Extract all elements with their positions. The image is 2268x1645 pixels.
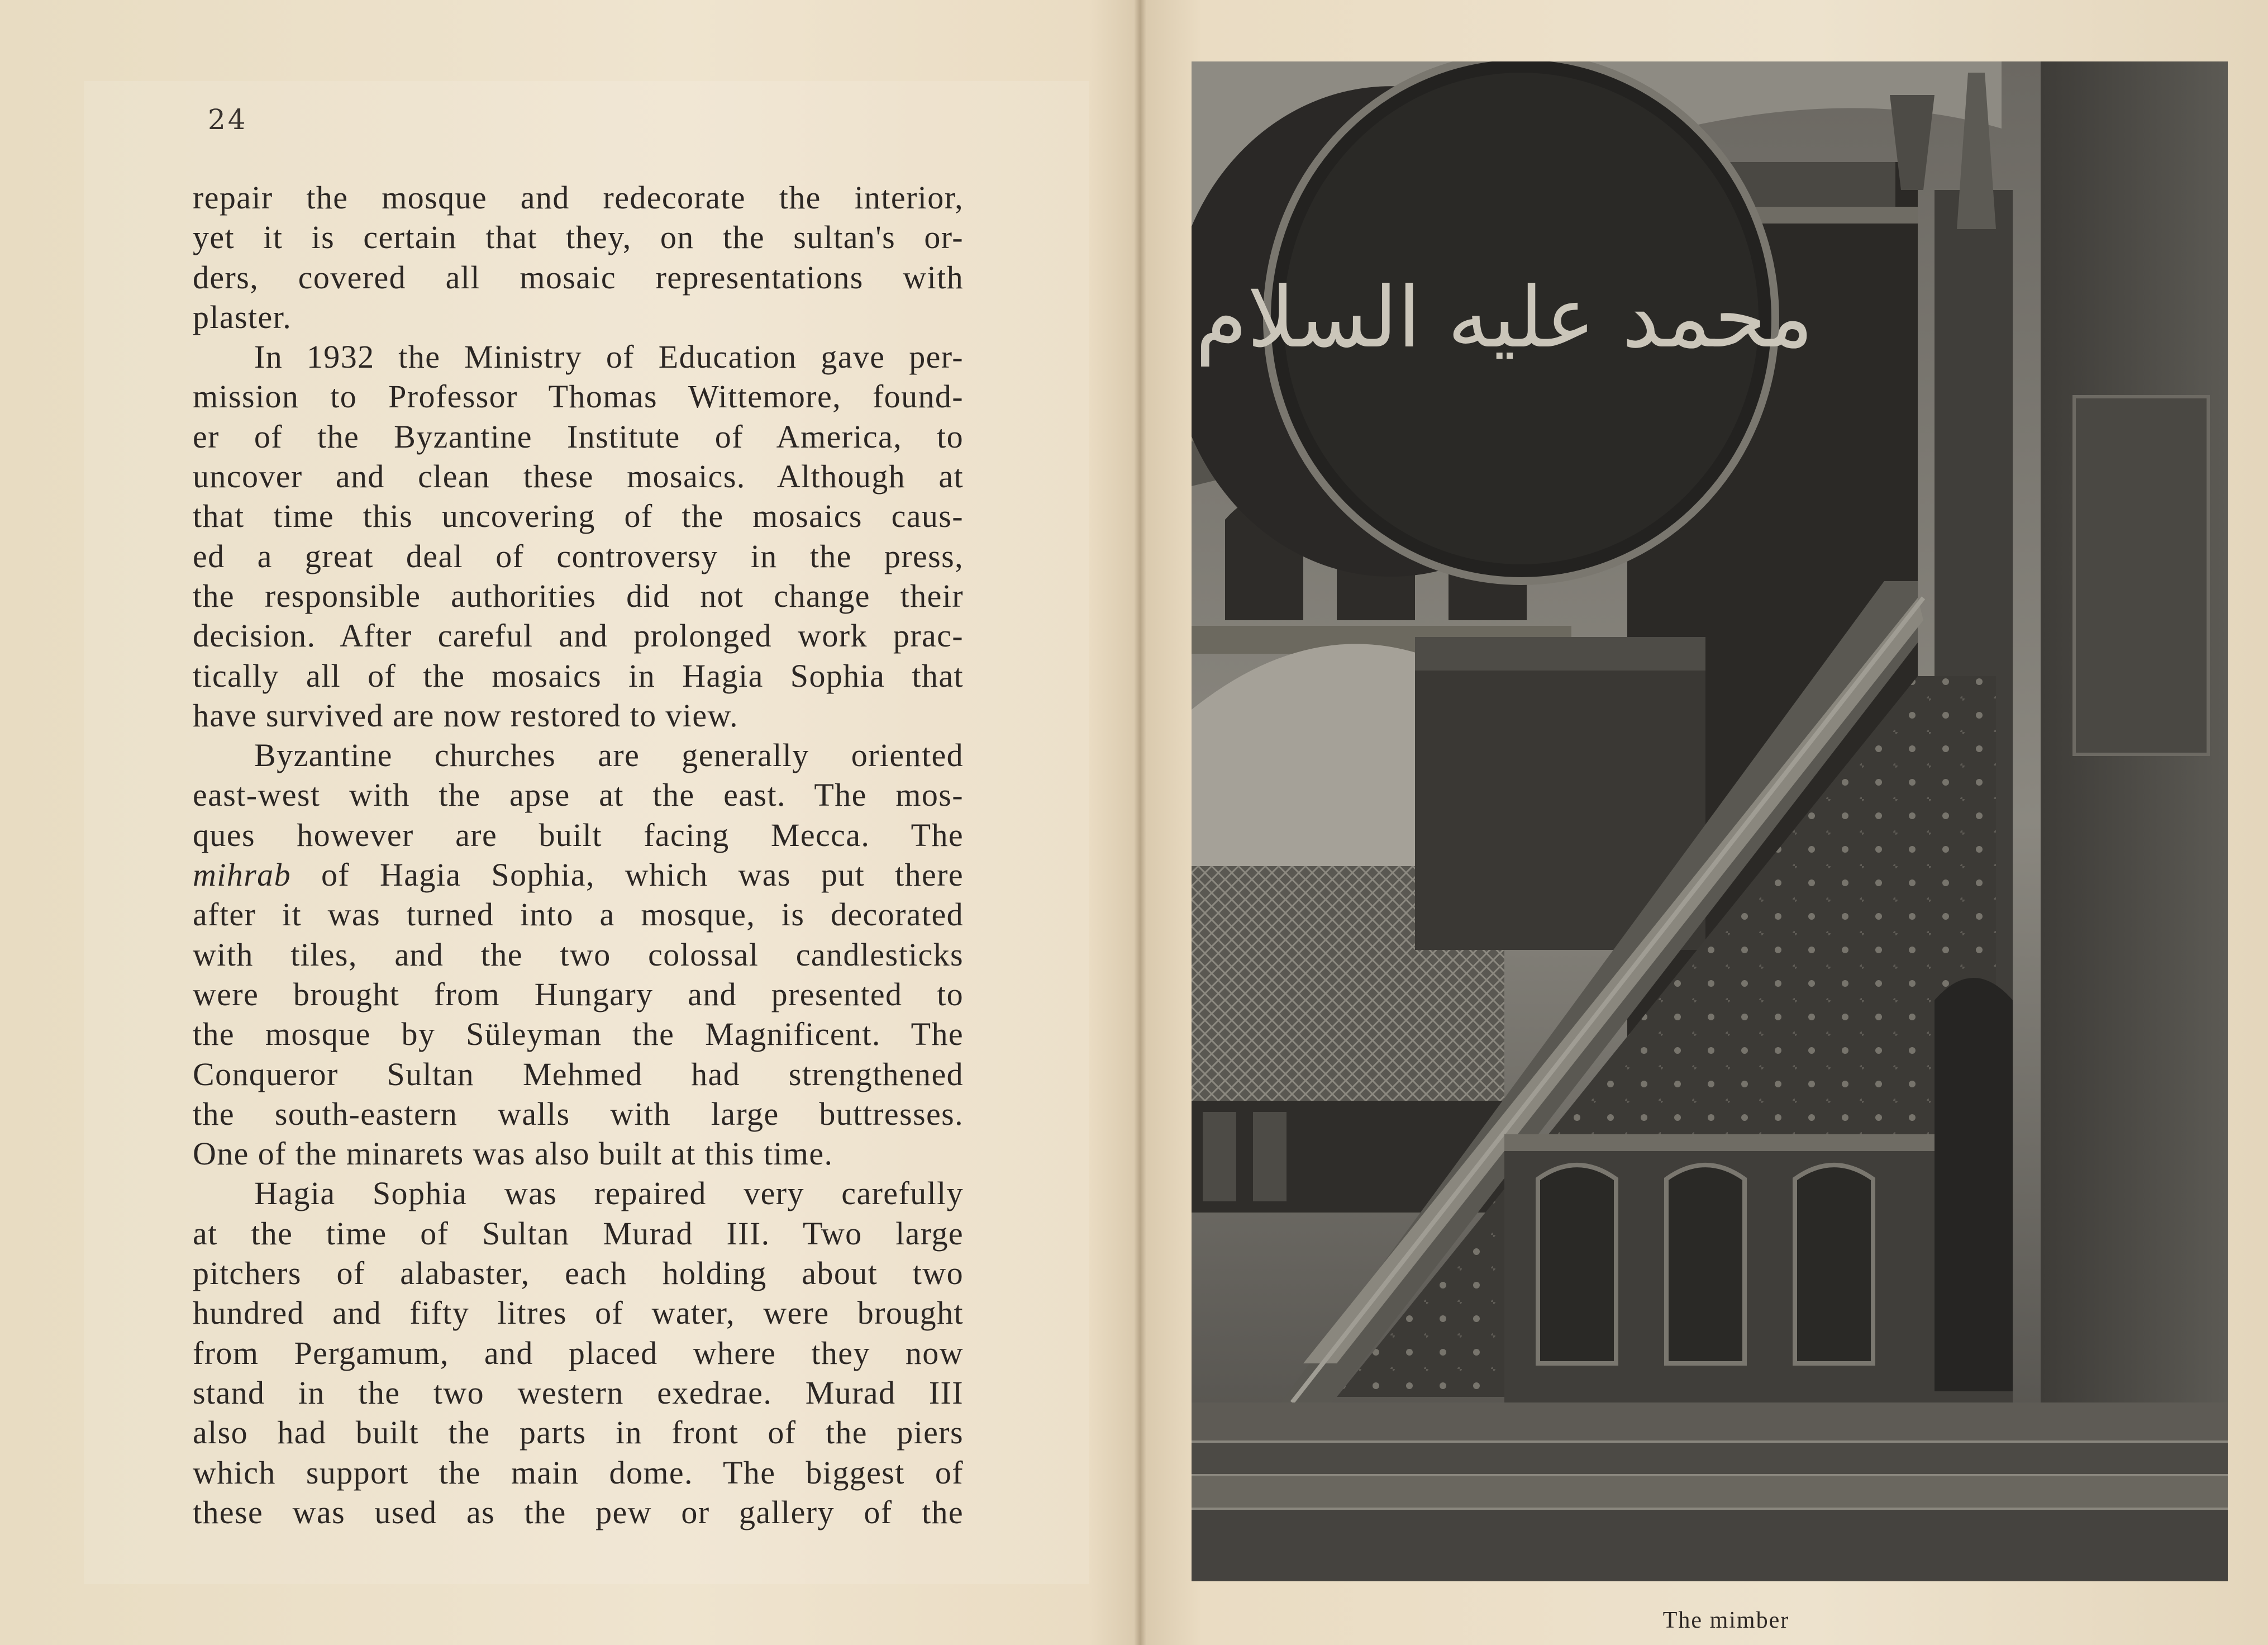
text-line: were brought from Hungary and presented to bbox=[193, 976, 964, 1012]
text-line: the south-eastern walls with large buttresses. bbox=[193, 1095, 964, 1132]
text-line: after it was turned into a mosque, is decorated bbox=[193, 896, 964, 933]
text-line: er of the Byzantine Institute of America, to bbox=[193, 418, 964, 455]
text-line: east-west with the apse at the east. The mos- bbox=[193, 777, 964, 814]
text-line: Conqueror Sultan Mehmed had strengthened bbox=[193, 1056, 964, 1092]
text-line: pitchers of alabaster, each holding about two bbox=[193, 1255, 964, 1292]
text-line: that time this uncovering of the mosaics caus- bbox=[193, 498, 964, 535]
text-line: which support the main dome. The biggest of bbox=[193, 1454, 964, 1491]
text-line: hundred and fifty litres of water, were brought bbox=[193, 1295, 964, 1332]
text-line: from Pergamum, and placed where they now bbox=[193, 1334, 964, 1371]
book-gutter bbox=[1134, 0, 1146, 1645]
text-line-mihrab bbox=[193, 855, 964, 895]
text-line: with tiles, and the two colossal candlesticks bbox=[193, 936, 964, 973]
text-line: uncover and clean these mosaics. Although at bbox=[193, 458, 964, 495]
italic-word-mihrab: mihrab bbox=[193, 857, 291, 893]
text-line-rest: of Hagia Sophia, which was put there bbox=[321, 857, 964, 893]
text-line: In 1932 the Ministry of Education gave per- bbox=[254, 339, 964, 375]
page-number: 24 bbox=[208, 103, 248, 136]
text-line: mission to Professor Thomas Wittemore, found- bbox=[193, 378, 964, 415]
body-text bbox=[193, 178, 964, 1532]
text-line: ders, covered all mosaic representations with bbox=[193, 259, 964, 296]
text-line: ed a great deal of controversy in the press, bbox=[193, 538, 964, 574]
text-line: have survived are now restored to view. bbox=[193, 697, 738, 734]
text-line: One of the minarets was also built at this time. bbox=[193, 1135, 833, 1172]
text-line: ques however are built facing Mecca. The bbox=[193, 816, 964, 853]
text-line: stand in the two western exedrae. Murad III bbox=[193, 1374, 964, 1411]
text-line: these was used as the pew or gallery of the bbox=[193, 1494, 964, 1530]
text-line: at the time of Sultan Murad III. Two large bbox=[193, 1215, 964, 1252]
mimber-photograph bbox=[1192, 61, 2228, 1581]
text-line: tically all of the mosaics in Hagia Sophia that bbox=[193, 657, 964, 694]
text-line: decision. After careful and prolonged work prac- bbox=[193, 617, 964, 654]
text-line: the mosque by Süleyman the Magnificent. The bbox=[193, 1016, 964, 1053]
text-line: plaster. bbox=[193, 298, 292, 335]
text-line: Byzantine churches are generally oriented bbox=[254, 737, 964, 774]
photo-caption: The mimber bbox=[1662, 1608, 1790, 1633]
text-line: Hagia Sophia was repaired very carefully bbox=[254, 1175, 964, 1212]
medallion-calligraphy: محمد عليه السلام bbox=[1195, 269, 1814, 367]
text-line: repair the mosque and redecorate the interior, bbox=[193, 179, 964, 216]
text-line: also had built the parts in front of the piers bbox=[193, 1414, 964, 1451]
text-line: the responsible authorities did not change their bbox=[193, 577, 964, 614]
photo-illustration bbox=[1192, 61, 2228, 1581]
text-line: yet it is certain that they, on the sultan's or- bbox=[193, 219, 964, 256]
